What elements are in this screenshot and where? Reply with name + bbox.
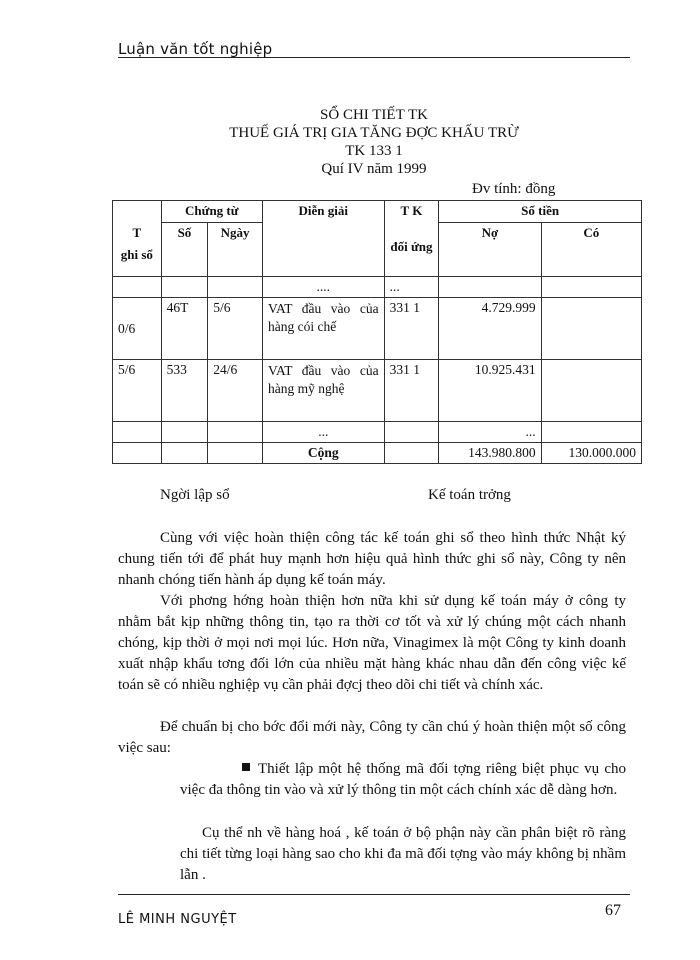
period: Quí IV năm 1999 <box>321 161 427 177</box>
table-row: .... ... <box>113 277 642 298</box>
document-header: Luận văn tốt nghiệp <box>118 40 273 58</box>
total-label: Cộng <box>262 443 384 464</box>
paragraph-4: Cụ thể nh về hàng hoá , kế toán ở bộ phận này cần phân biệt rõ ràng chi tiết từng loại hàng sao cho khi đa mã đối tợng vào máy không bị nhầm lẫn . <box>180 825 626 883</box>
header-rule <box>118 57 630 58</box>
header-ngay: Ngày <box>208 223 263 277</box>
author-name: LÊ MINH NGUYỆT <box>118 912 237 927</box>
ledger-title-block <box>118 106 630 178</box>
account-code: TK 133 1 <box>345 143 403 159</box>
header-co: Có <box>541 223 641 277</box>
footer-rule <box>118 894 630 895</box>
header-chung-tu: Chứng từ <box>161 201 262 223</box>
paragraph-3: Để chuẩn bị cho bớc đổi mới này, Công ty cần chú ý hoàn thiện một số công việc sau: <box>118 719 626 756</box>
total-no: 143.980.800 <box>439 443 541 464</box>
table-row: 5/6 533 24/6 VAT đầu vào của hàng mỹ nghệ 331 1 10.925.431 <box>113 360 642 422</box>
bullet-item: Thiết lập một hệ thống mã đối tợng riêng biệt phục vụ cho việc đa thông tin vào và xử lý thông tin một cách chính xác dễ dàng hơn. <box>180 761 626 798</box>
header-so: Số <box>161 223 208 277</box>
paragraph-2: Với phơng hớng hoàn thiện hơn nữa khi sử dụng kế toán máy ở công ty nhằm bắt kịp những thông tin, tạo ra thời cơ tốt và xử lý chúng một cách nhanh chóng, kịp thời ở mọi nơi mọi lúc. Hơn nữa, Vinagimex là một Công ty kinh doanh xuất nhập khẩu tơng đối lớn của nhiều mặt hàng khác nhau dẫn đến công việc kế toán sẽ có nhiều nghiệp vụ cần phải đợcj theo dõi chi tiết và chính xác. <box>118 593 626 693</box>
square-bullet-icon <box>242 763 250 771</box>
header-dien-giai: Diễn giải <box>262 201 384 277</box>
paragraph-1: Cùng với việc hoàn thiện công tác kế toán ghi sổ theo hình thức Nhật ký chung tiến tới để phát huy mạnh hơn hiệu quả hình thức ghi sổ này, Công ty nên nhanh chóng tiến hành áp dụng kế toán máy. <box>118 530 626 588</box>
header-ngay-ghi: T ghi sổ <box>113 201 162 277</box>
signature-chief-accountant: Kế toán trởng <box>428 487 511 503</box>
total-row <box>113 443 642 464</box>
header-so-tien: Số tiền <box>439 201 642 223</box>
signature-preparer: Ngời lập sổ <box>160 487 230 503</box>
header-tk-doi-ung: T K đối ứng <box>384 201 439 277</box>
table-row: ... ... <box>113 422 642 443</box>
currency-unit: Đv tính: đồng <box>472 181 556 197</box>
ledger-title: SỔ CHI TIẾT TK <box>320 107 428 123</box>
page-number: 67 <box>605 902 621 919</box>
total-co: 130.000.000 <box>541 443 641 464</box>
ledger-table <box>112 200 642 464</box>
table-row: 0/6 46T 5/6 VAT đầu vào của hàng cói chế 331 1 4.729.999 <box>113 298 642 360</box>
header-no: Nợ <box>439 223 541 277</box>
ledger-subtitle: THUẾ GIÁ TRỊ GIA TĂNG ĐỢC KHẤU TRỪ <box>229 125 519 141</box>
